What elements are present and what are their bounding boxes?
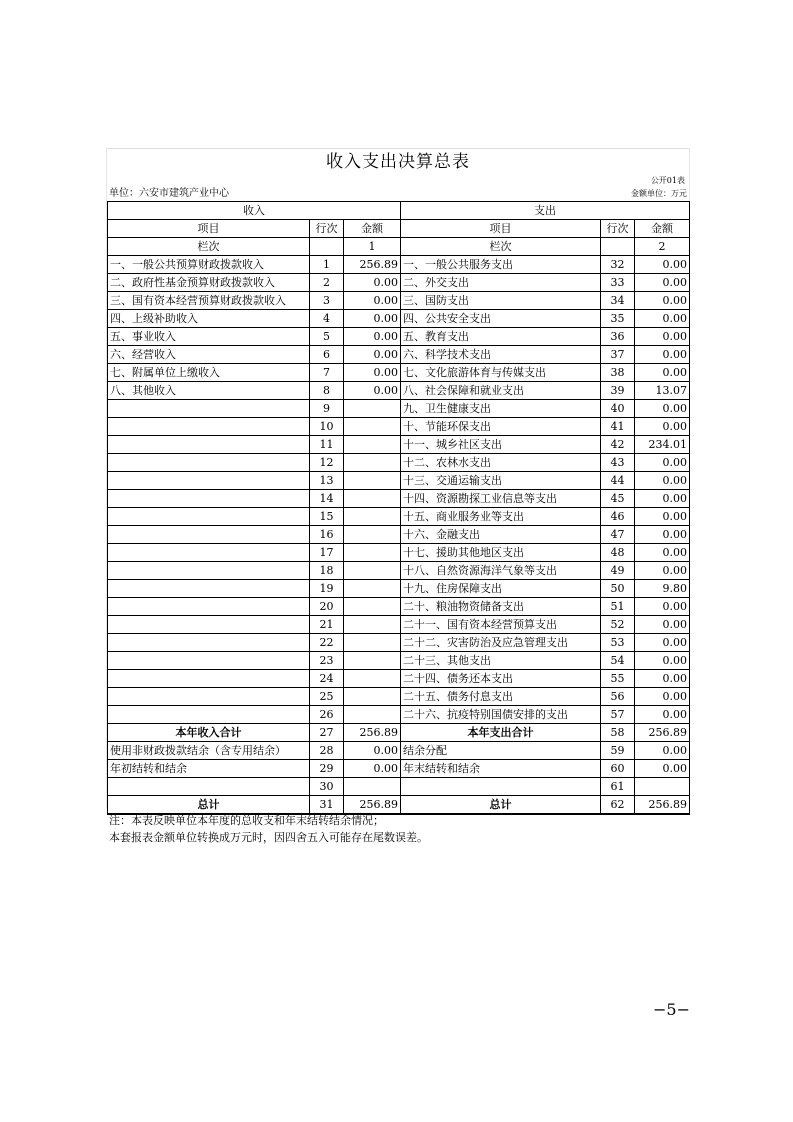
table-row (108, 508, 690, 526)
income-header: 收入 (108, 202, 401, 220)
income-item: 六、经营收入 (108, 346, 310, 364)
expense-row-no: 57 (601, 706, 635, 724)
expense-amount: 13.07 (635, 382, 690, 400)
income-amount: 256.89 (344, 796, 401, 815)
table-row (108, 778, 690, 796)
income-item: 本年收入合计 (108, 724, 310, 742)
income-amount: 0.00 (344, 292, 401, 310)
expense-row-no: 45 (601, 490, 635, 508)
income-amount: 0.00 (344, 742, 401, 760)
column-header-row (108, 220, 690, 238)
income-item (108, 418, 310, 436)
expense-row-no: 62 (601, 796, 635, 815)
table-row (108, 634, 690, 652)
expense-item: 四、公共安全支出 (401, 310, 601, 328)
table-row (108, 706, 690, 724)
expense-item: 二十二、灾害防治及应急管理支出 (401, 634, 601, 652)
expense-amount: 0.00 (635, 634, 690, 652)
expense-row-no: 51 (601, 598, 635, 616)
expense-item: 年末结转和结余 (401, 760, 601, 778)
expense-row-no: 34 (601, 292, 635, 310)
table-row (108, 472, 690, 490)
table-row (108, 526, 690, 544)
expense-amount: 0.00 (635, 400, 690, 418)
income-row-no: 12 (310, 454, 344, 472)
expense-amount: 0.00 (635, 526, 690, 544)
income-amount: 256.89 (344, 256, 401, 274)
expense-amount: 0.00 (635, 598, 690, 616)
expense-item: 六、科学技术支出 (401, 346, 601, 364)
expense-item: 三、国防支出 (401, 292, 601, 310)
expense-amount: 0.00 (635, 706, 690, 724)
table-row (108, 328, 690, 346)
expense-item: 二十六、抗疫特别国债安排的支出 (401, 706, 601, 724)
expense-item: 二十四、债务还本支出 (401, 670, 601, 688)
income-amount: 0.00 (344, 364, 401, 382)
income-amount (344, 598, 401, 616)
income-item (108, 598, 310, 616)
expense-amount: 256.89 (635, 724, 690, 742)
table-row (108, 580, 690, 598)
expense-amount: 0.00 (635, 310, 690, 328)
expense-row-no: 55 (601, 670, 635, 688)
table-row (108, 724, 690, 742)
table-row (108, 292, 690, 310)
income-item: 年初结转和结余 (108, 760, 310, 778)
expense-row-no: 61 (601, 778, 635, 796)
table-row (108, 652, 690, 670)
income-row-no: 19 (310, 580, 344, 598)
income-amount (344, 562, 401, 580)
income-row-no: 11 (310, 436, 344, 454)
expense-item-header: 项目 (401, 220, 601, 238)
expense-row-no: 43 (601, 454, 635, 472)
expense-amount: 234.01 (635, 436, 690, 454)
income-item: 总计 (108, 796, 310, 815)
expense-amount: 0.00 (635, 328, 690, 346)
income-row-no: 30 (310, 778, 344, 796)
expense-amount: 0.00 (635, 490, 690, 508)
income-row-no: 3 (310, 292, 344, 310)
expense-row-no: 39 (601, 382, 635, 400)
income-amount (344, 688, 401, 706)
table-row (108, 490, 690, 508)
income-amount (344, 580, 401, 598)
table-row (108, 544, 690, 562)
income-row-no: 29 (310, 760, 344, 778)
income-amount (344, 652, 401, 670)
income-amount (344, 490, 401, 508)
expense-row-no: 56 (601, 688, 635, 706)
income-item: 四、上级补助收入 (108, 310, 310, 328)
expense-item: 十二、农林水支出 (401, 454, 601, 472)
expense-item: 二十一、国有资本经营预算支出 (401, 616, 601, 634)
expense-item: 十四、资源勘探工业信息等支出 (401, 490, 601, 508)
expense-amount: 0.00 (635, 616, 690, 634)
income-row-no: 25 (310, 688, 344, 706)
table-row (108, 742, 690, 760)
income-amount (344, 508, 401, 526)
income-amount (344, 454, 401, 472)
section-header-row (108, 202, 690, 220)
expense-amount: 0.00 (635, 742, 690, 760)
expense-row-no: 47 (601, 526, 635, 544)
expense-item: 八、社会保障和就业支出 (401, 382, 601, 400)
expense-column-index: 2 (635, 238, 690, 256)
income-row-no: 9 (310, 400, 344, 418)
table-row (108, 454, 690, 472)
expense-amount (635, 778, 690, 796)
expense-row-no: 60 (601, 760, 635, 778)
table-row (108, 400, 690, 418)
table-row (108, 310, 690, 328)
expense-item: 五、教育支出 (401, 328, 601, 346)
income-amount: 0.00 (344, 346, 401, 364)
income-amount (344, 634, 401, 652)
income-item (108, 490, 310, 508)
income-row-no: 4 (310, 310, 344, 328)
income-amount (344, 418, 401, 436)
expense-amount: 0.00 (635, 274, 690, 292)
income-amount: 256.89 (344, 724, 401, 742)
income-row-no: 2 (310, 274, 344, 292)
income-row-no: 28 (310, 742, 344, 760)
income-item (108, 400, 310, 418)
expense-column-label: 栏次 (401, 238, 601, 256)
income-row-no: 26 (310, 706, 344, 724)
income-row-no: 18 (310, 562, 344, 580)
expense-row-no: 32 (601, 256, 635, 274)
expense-row-no: 46 (601, 508, 635, 526)
income-item: 一、一般公共预算财政拨款收入 (108, 256, 310, 274)
expense-item (401, 778, 601, 796)
expense-amount: 0.00 (635, 760, 690, 778)
amount-unit: 金额单位：万元 (631, 189, 687, 198)
expense-amount: 0.00 (635, 544, 690, 562)
expense-row-no: 48 (601, 544, 635, 562)
income-row-no: 16 (310, 526, 344, 544)
expense-amount: 0.00 (635, 292, 690, 310)
table-row (108, 436, 690, 454)
expense-item: 二十五、债务付息支出 (401, 688, 601, 706)
income-row-no: 22 (310, 634, 344, 652)
income-amount (344, 616, 401, 634)
income-item (108, 436, 310, 454)
income-item (108, 454, 310, 472)
income-column-label: 栏次 (108, 238, 310, 256)
income-row-no: 23 (310, 652, 344, 670)
income-row-no: 27 (310, 724, 344, 742)
expense-row-no: 40 (601, 400, 635, 418)
income-item: 使用非财政拨款结余（含专用结余） (108, 742, 310, 760)
table-row (108, 598, 690, 616)
income-amount: 0.00 (344, 382, 401, 400)
income-item (108, 472, 310, 490)
expense-item: 一、一般公共服务支出 (401, 256, 601, 274)
expense-item: 十八、自然资源海洋气象等支出 (401, 562, 601, 580)
income-item (108, 706, 310, 724)
footnote-line: 注：本表反映单位本年度的总收支和年末结转结余情况； (109, 814, 384, 827)
expense-rowno-header: 行次 (601, 220, 635, 238)
expense-amount: 0.00 (635, 670, 690, 688)
table-row (108, 382, 690, 400)
income-amount (344, 400, 401, 418)
expense-item: 本年支出合计 (401, 724, 601, 742)
expense-amount: 0.00 (635, 562, 690, 580)
expense-item: 十九、住房保障支出 (401, 580, 601, 598)
expense-item: 十七、援助其他地区支出 (401, 544, 601, 562)
income-item (108, 526, 310, 544)
form-number: 公开01表 (650, 176, 685, 185)
income-item (108, 688, 310, 706)
expense-row-no: 36 (601, 328, 635, 346)
expense-item: 二十三、其他支出 (401, 652, 601, 670)
unit-name: 单位：六安市建筑产业中心 (109, 188, 229, 199)
expense-item: 九、卫生健康支出 (401, 400, 601, 418)
table-row (108, 418, 690, 436)
income-expense-table (107, 201, 690, 815)
expense-amount: 0.00 (635, 472, 690, 490)
income-amount (344, 526, 401, 544)
table-row (108, 670, 690, 688)
expense-column-blank (601, 238, 635, 256)
income-column-index: 1 (344, 238, 401, 256)
expense-header: 支出 (401, 202, 690, 220)
unit-row (107, 187, 689, 201)
expense-row-no: 50 (601, 580, 635, 598)
table-row (108, 688, 690, 706)
expense-row-no: 42 (601, 436, 635, 454)
column-index-row (108, 238, 690, 256)
income-amount: 0.00 (344, 760, 401, 778)
income-row-no: 31 (310, 796, 344, 815)
income-amount-header: 金额 (344, 220, 401, 238)
table-row (108, 346, 690, 364)
income-item (108, 544, 310, 562)
expense-row-no: 37 (601, 346, 635, 364)
expense-item: 结余分配 (401, 742, 601, 760)
income-item-header: 项目 (108, 220, 310, 238)
expense-item: 二十、粮油物资储备支出 (401, 598, 601, 616)
income-amount: 0.00 (344, 310, 401, 328)
income-amount (344, 670, 401, 688)
expense-item: 十一、城乡社区支出 (401, 436, 601, 454)
expense-row-no: 33 (601, 274, 635, 292)
income-item: 八、其他收入 (108, 382, 310, 400)
expense-row-no: 58 (601, 724, 635, 742)
expense-item: 十五、商业服务业等支出 (401, 508, 601, 526)
table-row (108, 274, 690, 292)
income-row-no: 20 (310, 598, 344, 616)
expense-item: 总计 (401, 796, 601, 815)
income-amount (344, 472, 401, 490)
income-amount (344, 778, 401, 796)
expense-amount: 0.00 (635, 508, 690, 526)
expense-row-no: 59 (601, 742, 635, 760)
income-item (108, 634, 310, 652)
income-row-no: 15 (310, 508, 344, 526)
expense-row-no: 38 (601, 364, 635, 382)
income-row-no: 21 (310, 616, 344, 634)
income-amount (344, 436, 401, 454)
income-row-no: 1 (310, 256, 344, 274)
income-column-blank (310, 238, 344, 256)
report-sheet (107, 148, 689, 815)
expense-amount: 0.00 (635, 256, 690, 274)
expense-amount: 0.00 (635, 688, 690, 706)
income-amount: 0.00 (344, 328, 401, 346)
expense-amount: 0.00 (635, 364, 690, 382)
income-item (108, 652, 310, 670)
expense-amount: 9.80 (635, 580, 690, 598)
income-row-no: 5 (310, 328, 344, 346)
income-item: 二、政府性基金预算财政拨款收入 (108, 274, 310, 292)
table-row (108, 760, 690, 778)
table-row (108, 364, 690, 382)
expense-amount-header: 金额 (635, 220, 690, 238)
expense-item: 十六、金融支出 (401, 526, 601, 544)
expense-item: 七、文化旅游体育与传媒支出 (401, 364, 601, 382)
income-row-no: 17 (310, 544, 344, 562)
expense-amount: 0.00 (635, 418, 690, 436)
table-row (108, 256, 690, 274)
expense-item: 十三、交通运输支出 (401, 472, 601, 490)
income-amount (344, 544, 401, 562)
income-item (108, 580, 310, 598)
income-item (108, 562, 310, 580)
income-rowno-header: 行次 (310, 220, 344, 238)
income-row-no: 10 (310, 418, 344, 436)
expense-amount: 256.89 (635, 796, 690, 815)
expense-item: 二、外交支出 (401, 274, 601, 292)
table-row (108, 562, 690, 580)
income-item: 三、国有资本经营预算财政拨款收入 (108, 292, 310, 310)
income-row-no: 13 (310, 472, 344, 490)
income-item: 七、附属单位上缴收入 (108, 364, 310, 382)
expense-row-no: 52 (601, 616, 635, 634)
income-row-no: 7 (310, 364, 344, 382)
income-item (108, 670, 310, 688)
expense-row-no: 54 (601, 652, 635, 670)
expense-row-no: 41 (601, 418, 635, 436)
footnote-line: 本套报表金额单位转换成万元时，因四舍五入可能存在尾数误差。 (109, 831, 428, 844)
income-item (108, 616, 310, 634)
income-row-no: 6 (310, 346, 344, 364)
expense-row-no: 49 (601, 562, 635, 580)
income-item (108, 508, 310, 526)
report-title: 收入支出决算总表 (107, 148, 689, 175)
income-row-no: 8 (310, 382, 344, 400)
table-row (108, 616, 690, 634)
expense-row-no: 35 (601, 310, 635, 328)
income-amount: 0.00 (344, 274, 401, 292)
income-item (108, 778, 310, 796)
income-item: 五、事业收入 (108, 328, 310, 346)
expense-row-no: 44 (601, 472, 635, 490)
expense-amount: 0.00 (635, 346, 690, 364)
expense-row-no: 53 (601, 634, 635, 652)
income-row-no: 14 (310, 490, 344, 508)
income-amount (344, 706, 401, 724)
expense-amount: 0.00 (635, 652, 690, 670)
footnotes (109, 812, 428, 846)
expense-item: 十、节能环保支出 (401, 418, 601, 436)
page-number: −5− (653, 1000, 690, 1019)
income-row-no: 24 (310, 670, 344, 688)
expense-amount: 0.00 (635, 454, 690, 472)
